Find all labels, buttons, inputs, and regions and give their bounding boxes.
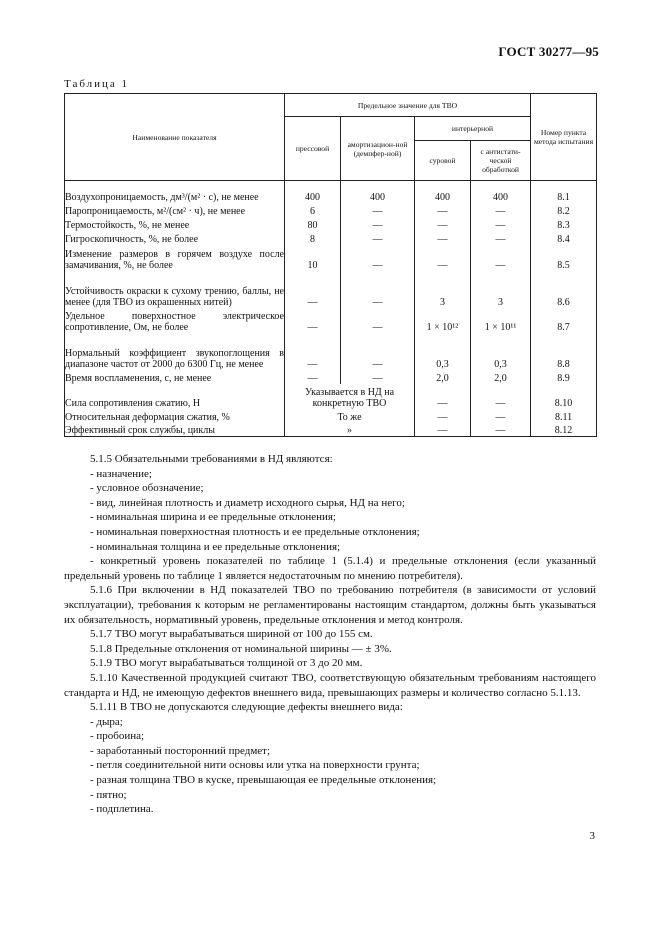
header-damping: амортизацион-ной (демпфер-ной): [341, 117, 415, 181]
indicator-name: Термостойкость, %, не менее: [65, 217, 285, 231]
raw-value: —: [415, 245, 471, 271]
clause-5-1-9: 5.1.9 ТВО могут вырабатываться толщиной от 3 до 20 мм.: [90, 657, 363, 670]
method-value: 8.11: [531, 409, 597, 423]
antistatic-value: 1 × 10¹¹: [471, 308, 531, 333]
antistatic-value: 400: [471, 181, 531, 203]
table-row: [65, 245, 597, 271]
indicator-name: Паропроницаемость, м²/(см² · ч), не менее: [65, 203, 285, 217]
list-item: - условное обозначение;: [90, 482, 204, 495]
list-item: - назначение;: [90, 467, 152, 480]
standard-header: ГОСТ 30277—95: [498, 44, 599, 59]
merged-value: Указывается в НД на конкретную ТВО: [285, 384, 415, 409]
list-item: - номинальная толщина и ее предельные отклонения;: [90, 540, 341, 553]
pressed-value: 10: [285, 245, 341, 271]
raw-value: —: [415, 409, 471, 423]
pressed-value: —: [285, 271, 341, 308]
clause-5-1-7: 5.1.7 ТВО могут вырабатываться шириной от 100 до 155 см.: [90, 628, 373, 641]
list-item: - конкретный уровень показателей по таблице 1 (5.1.4) и предельные отклонения (если указанный предельный уровень по таблице 1 является недостаточным по мнению потребителя).: [64, 555, 596, 582]
indicator-name: Изменение размеров в горячем воздухе после замачивания, %, не более: [65, 245, 285, 271]
merged-value: То же: [285, 409, 415, 423]
pressed-value: 80: [285, 217, 341, 231]
method-value: 8.12: [531, 423, 597, 437]
damping-value: —: [341, 203, 415, 217]
raw-value: 3: [415, 271, 471, 308]
indicator-name: Устойчивость окраски к сухому трению, баллы, не менее (для ТВО из окрашенных нитей): [65, 271, 285, 308]
method-value: 8.4: [531, 231, 597, 245]
antistatic-value: —: [471, 423, 531, 437]
table-caption: Таблица 1: [64, 78, 130, 90]
clause-5-1-5: 5.1.5 Обязательными требованиями в НД являются:: [90, 453, 333, 465]
raw-value: —: [415, 217, 471, 231]
indicator-name: Гигроскопичность, %, не более: [65, 231, 285, 245]
body-text: [64, 452, 596, 817]
table-row: [65, 409, 597, 423]
method-value: 8.2: [531, 203, 597, 217]
pressed-value: 8: [285, 231, 341, 245]
pressed-value: 400: [285, 181, 341, 203]
table-row: [65, 181, 597, 203]
antistatic-value: —: [471, 203, 531, 217]
list-item: - номинальная ширина и ее предельные отклонения;: [90, 511, 336, 524]
clause-5-1-8: 5.1.8 Предельные отклонения от номинальной ширины — ± 3%.: [90, 642, 392, 655]
indicator-name: Удельное поверхностное электрическое сопротивление, Ом, не более: [65, 308, 285, 333]
header-antistatic: с антистати-ческой обработкой: [471, 141, 531, 181]
list-item: - подплетина.: [90, 803, 154, 816]
indicator-name: Сила сопротивления сжатию, Н: [65, 384, 285, 409]
method-value: 8.9: [531, 370, 597, 384]
antistatic-value: —: [471, 384, 531, 409]
indicators-table: [64, 93, 597, 437]
antistatic-value: —: [471, 409, 531, 423]
raw-value: —: [415, 203, 471, 217]
antistatic-value: 2,0: [471, 370, 531, 384]
pressed-value: —: [285, 308, 341, 333]
list-item: - пробоина;: [90, 730, 145, 743]
method-value: 8.8: [531, 333, 597, 370]
list-item: - петля соединительной нити основы или утка на поверхности грунта;: [90, 759, 420, 772]
raw-value: 0,3: [415, 333, 471, 370]
indicator-name: Время воспламенения, с, не менее: [65, 370, 285, 384]
indicator-name: Эффективный срок службы, циклы: [65, 423, 285, 437]
clause-5-1-5-list: [64, 467, 596, 584]
damping-value: —: [341, 245, 415, 271]
damping-value: —: [341, 231, 415, 245]
indicator-name: Относительная деформация сжатия, %: [65, 409, 285, 423]
header-method: Номер пункта метода испытания: [531, 94, 597, 181]
indicator-name: Воздухопроницаемость, дм³/(м² · с), не менее: [65, 181, 285, 203]
damping-value: —: [341, 271, 415, 308]
raw-value: 2,0: [415, 370, 471, 384]
method-value: 8.3: [531, 217, 597, 231]
damping-value: —: [341, 333, 415, 370]
damping-value: —: [341, 308, 415, 333]
method-value: 8.10: [531, 384, 597, 409]
antistatic-value: —: [471, 231, 531, 245]
indicator-name: Нормальный коэффициент звукопоглощения в диапазоне частот от 2000 до 6300 Гц, не менее: [65, 333, 285, 370]
antistatic-value: —: [471, 217, 531, 231]
table-row: [65, 217, 597, 231]
clause-5-1-11-list: [64, 715, 596, 817]
table-row: [65, 231, 597, 245]
antistatic-value: —: [471, 245, 531, 271]
antistatic-value: 3: [471, 271, 531, 308]
table-row: [65, 384, 597, 409]
table-row: [65, 333, 597, 370]
table-row: [65, 271, 597, 308]
table-row: [65, 370, 597, 384]
raw-value: —: [415, 423, 471, 437]
header-pressed: прессовой: [285, 117, 341, 181]
method-value: 8.7: [531, 308, 597, 333]
raw-value: 400: [415, 181, 471, 203]
table-row: [65, 308, 597, 333]
pressed-value: 6: [285, 203, 341, 217]
header-indicator: Наименование показателя: [65, 94, 285, 181]
method-value: 8.1: [531, 181, 597, 203]
list-item: - вид, линейная плотность и диаметр исходного сырья, НД на него;: [90, 496, 405, 509]
clause-5-1-11: 5.1.11 В ТВО не допускаются следующие дефекты внешнего вида:: [90, 701, 403, 714]
list-item: - пятно;: [90, 788, 127, 801]
pressed-value: —: [285, 370, 341, 384]
raw-value: —: [415, 384, 471, 409]
list-item: - дыра;: [90, 715, 123, 728]
raw-value: 1 × 10¹²: [415, 308, 471, 333]
damping-value: —: [341, 217, 415, 231]
raw-value: —: [415, 231, 471, 245]
header-limit-value: Предельное значение для ТВО: [285, 94, 531, 117]
antistatic-value: 0,3: [471, 333, 531, 370]
table-row: [65, 203, 597, 217]
list-item: - номинальная поверхностная плотность и ее предельные отклонения;: [90, 525, 420, 538]
damping-value: 400: [341, 181, 415, 203]
method-value: 8.6: [531, 271, 597, 308]
list-item: - заработанный посторонний предмет;: [90, 744, 271, 757]
table-row: [65, 423, 597, 437]
method-value: 8.5: [531, 245, 597, 271]
clause-5-1-10: 5.1.10 Качественной продукцией считают ТВО, соответствующую обязательным требованиям настоящего стандарта и НД, не имеющую дефектов внешнего вида, превышающих размеры и количество согласно 5.1.13.: [64, 671, 596, 699]
list-item: - разная толщина ТВО в куске, превышающая ее предельные отклонения;: [90, 774, 437, 787]
pressed-value: —: [285, 333, 341, 370]
merged-value: »: [285, 423, 415, 437]
damping-value: —: [341, 370, 415, 384]
page-number: 3: [589, 830, 595, 842]
header-raw: суровой: [415, 141, 471, 181]
header-interior: интерьерной: [415, 117, 531, 141]
clause-5-1-6: 5.1.6 При включении в НД показателей ТВО по требованию потребителя (в зависимости от условий эксплуатации), требования к которым не регламентированы настоящим стандартом, должны быть указываться их обязательность, нормативный уровень, предельные отклонения и метод контроля.: [64, 584, 596, 626]
